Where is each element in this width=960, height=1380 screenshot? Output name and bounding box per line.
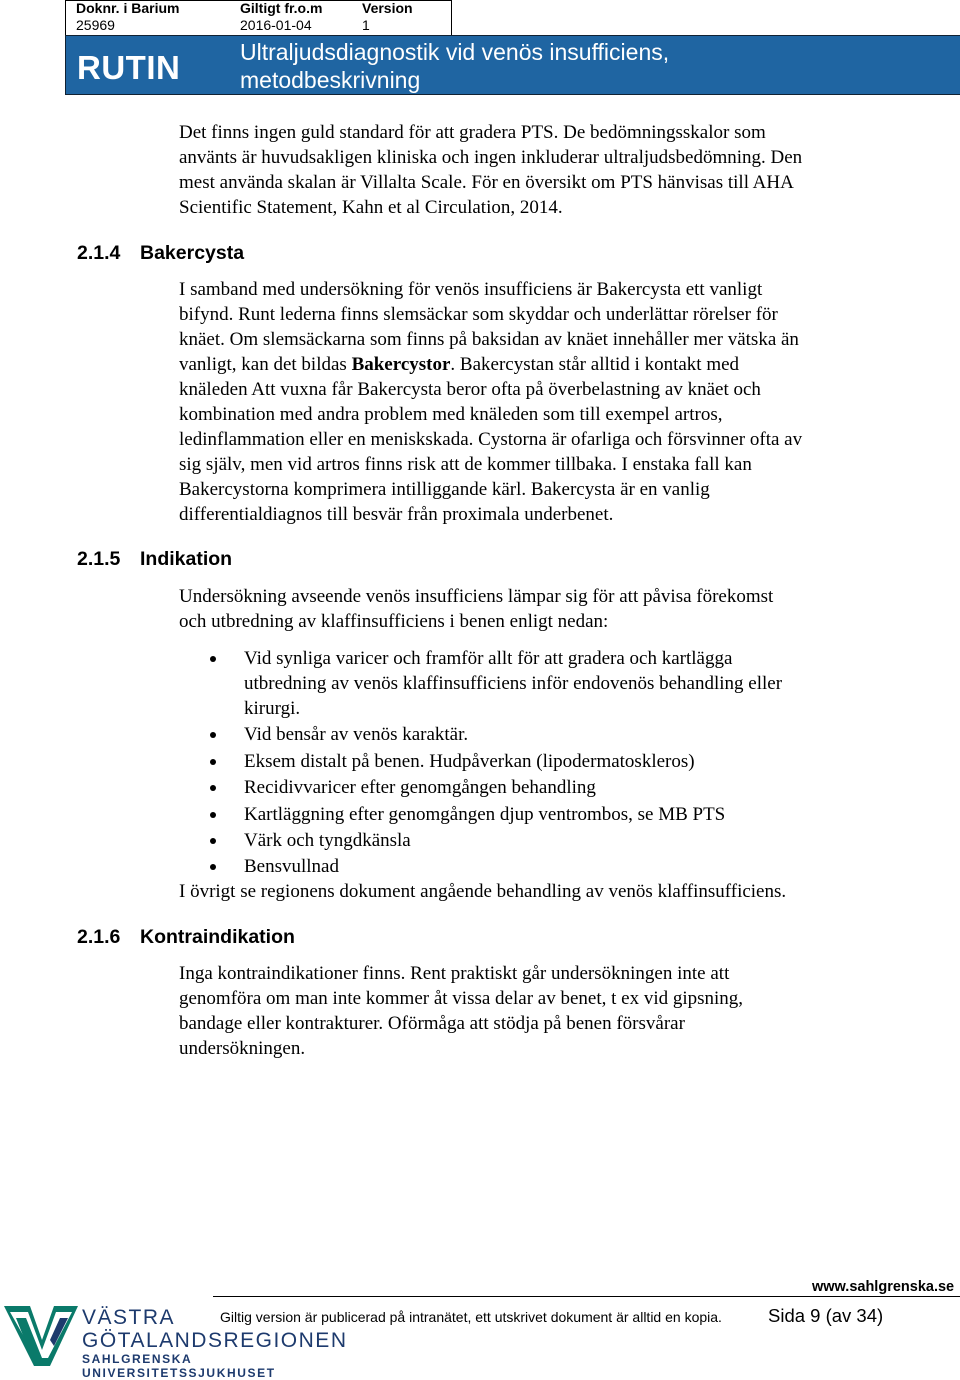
- text-line: differentialdiagnos till besvär från proximala underbenet.: [179, 504, 614, 525]
- vgr-emblem-icon: [2, 1300, 80, 1370]
- text-line: I samband med undersökning för venös insufficiens är Bakercysta ett vanligt: [179, 279, 763, 300]
- list-item: [179, 646, 919, 721]
- text-line: Undersökning avseende venös insufficiens lämpar sig för att påvisa förekomst: [179, 586, 774, 607]
- heading-title: Kontraindikation: [140, 926, 295, 948]
- footer-url[interactable]: www.sahlgrenska.se: [812, 1279, 955, 1295]
- list-item: [179, 854, 919, 879]
- list-item: [179, 722, 919, 747]
- list-item: [179, 749, 919, 774]
- heading-number: 2.1.5: [77, 548, 121, 570]
- list-item-line: Eksem distalt på benen. Hudpåverkan (lipodermatoskleros): [244, 750, 695, 772]
- text-line: knäleden Att vuxna får Bakercysta beror ofta på överbelastning av knäet och: [179, 379, 761, 400]
- list-item-line: Bensvullnad: [244, 856, 339, 878]
- bakercysta-paragraph: [179, 277, 919, 527]
- list-item-line: Recidivvaricer efter genomgången behandling: [244, 777, 596, 799]
- logo-text-line3: SAHLGRENSKA UNIVERSITETSSJUKHUSET: [82, 1352, 276, 1380]
- heading-bakercysta: [77, 242, 244, 265]
- heading-number: 2.1.4: [77, 242, 121, 264]
- list-item-line: Vid bensår av venös karaktär.: [244, 724, 469, 746]
- indikation-list: [179, 646, 919, 881]
- list-item-line: Värk och tyngdkänsla: [244, 829, 411, 851]
- vgr-logo: [2, 1300, 362, 1380]
- version-value: 1: [362, 17, 370, 33]
- text-line: kombination med andra problem med knäleden som till exempel artros,: [179, 404, 723, 425]
- text-line: ledinflammation eller en meniskskada. Cystorna är ofarliga och försvinner ofta av: [179, 429, 803, 450]
- intro-line: mest använda skalan är Villalta Scale. För en översikt om PTS hänvisas till AHA: [179, 172, 794, 193]
- doc-title-line1: Ultraljudsdiagnostik vid venös insufficiens,: [240, 39, 670, 65]
- list-item-line: Kartläggning efter genomgången djup ventrombos, se MB PTS: [244, 803, 726, 825]
- text-line: bandage eller kontrakturer. Oförmåga att stödja på benen försvårar: [179, 1013, 685, 1034]
- kontraindikation-paragraph: [179, 961, 919, 1061]
- list-item-line: Vid synliga varicer och framför allt för att gradera och kartlägga: [244, 648, 733, 669]
- footer-divider: [213, 1296, 960, 1297]
- doknr-label: Doknr. i Barium: [76, 0, 180, 16]
- bullet-icon: [210, 812, 216, 818]
- text-line: bifynd. Runt lederna finns slemsäckar som skyddar och underlättar rörelser för: [179, 304, 778, 325]
- heading-number: 2.1.6: [77, 926, 121, 948]
- text-line: Inga kontraindikationer finns. Rent praktiskt går undersökningen inte att: [179, 963, 730, 984]
- doc-title: [240, 38, 940, 94]
- bold-term: Bakercystor: [351, 354, 451, 375]
- indikation-intro: [179, 584, 919, 634]
- text-run: vanligt, kan det bildas: [179, 354, 352, 375]
- doc-title-line2: metodbeskrivning: [240, 67, 421, 93]
- intro-line: Scientific Statement, Kahn et al Circulation, 2014.: [179, 197, 563, 218]
- bullet-icon: [210, 759, 216, 765]
- text-line: genomföra om man inte kommer åt vissa delar av benet, t ex vid gipsning,: [179, 988, 744, 1009]
- document-meta: [65, 0, 960, 36]
- list-item-line: kirurgi.: [244, 698, 301, 719]
- heading-kontraindikation: [77, 926, 295, 949]
- doknr-value: 25969: [76, 17, 115, 33]
- text-line: [179, 352, 919, 377]
- text-line: Bakercystorna komprimera intilliggande kärl. Bakercysta är en vanlig: [179, 479, 710, 500]
- text-line: undersökningen.: [179, 1038, 306, 1059]
- intro-line: Det finns ingen guld standard för att gradera PTS. De bedömningsskalor som: [179, 122, 766, 143]
- list-item-line: utbredning av venös klaffinsufficiens inför endovenös behandling eller: [244, 673, 783, 694]
- heading-title: Bakercysta: [140, 242, 245, 264]
- title-band: [65, 35, 960, 95]
- text-line: knäet. Om slemsäckarna som finns på baksidan av knäet innehåller mer vätska än: [179, 329, 799, 350]
- page-number: Sida 9 (av 34): [768, 1305, 884, 1326]
- logo-text-line1: VÄSTRA: [82, 1306, 176, 1329]
- version-cell: [362, 0, 413, 36]
- heading-indikation: [77, 548, 232, 571]
- heading-title: Indikation: [140, 548, 233, 570]
- indikation-closing: I övrigt se regionens dokument angående behandling av venös klaffinsufficiens.: [179, 881, 787, 902]
- list-item: [179, 828, 919, 853]
- intro-paragraph: [179, 120, 919, 220]
- footer-note: Giltig version är publicerad på intranätet, ett utskrivet dokument är alltid en kopia.: [220, 1309, 722, 1325]
- text-line: sig själv, men vid artros finns risk att de kommer tillbaka. I enstaka fall kan: [179, 454, 752, 475]
- logo-text-line2: GÖTALANDSREGIONEN: [82, 1329, 348, 1352]
- bullet-icon: [210, 656, 216, 662]
- bullet-icon: [210, 785, 216, 791]
- list-item: [179, 802, 919, 827]
- intro-line: använts är huvudsakligen kliniska och ingen inkluderar ultraljudsbedömning. Den: [179, 147, 803, 168]
- bullet-icon: [210, 732, 216, 738]
- bullet-icon: [210, 838, 216, 844]
- text-line: och utbredning av klaffinsufficiens i benen enligt nedan:: [179, 611, 609, 632]
- giltigt-value: 2016-01-04: [240, 17, 312, 33]
- text-run: . Bakercystan står alltid i kontakt med: [450, 354, 740, 375]
- list-item: [179, 775, 919, 800]
- doknr-cell: [76, 0, 179, 36]
- doc-type: RUTIN: [77, 49, 181, 86]
- bullet-icon: [210, 864, 216, 870]
- giltigt-cell: [240, 0, 322, 36]
- version-label: Version: [362, 0, 413, 16]
- giltigt-label: Giltigt fr.o.m: [240, 0, 323, 16]
